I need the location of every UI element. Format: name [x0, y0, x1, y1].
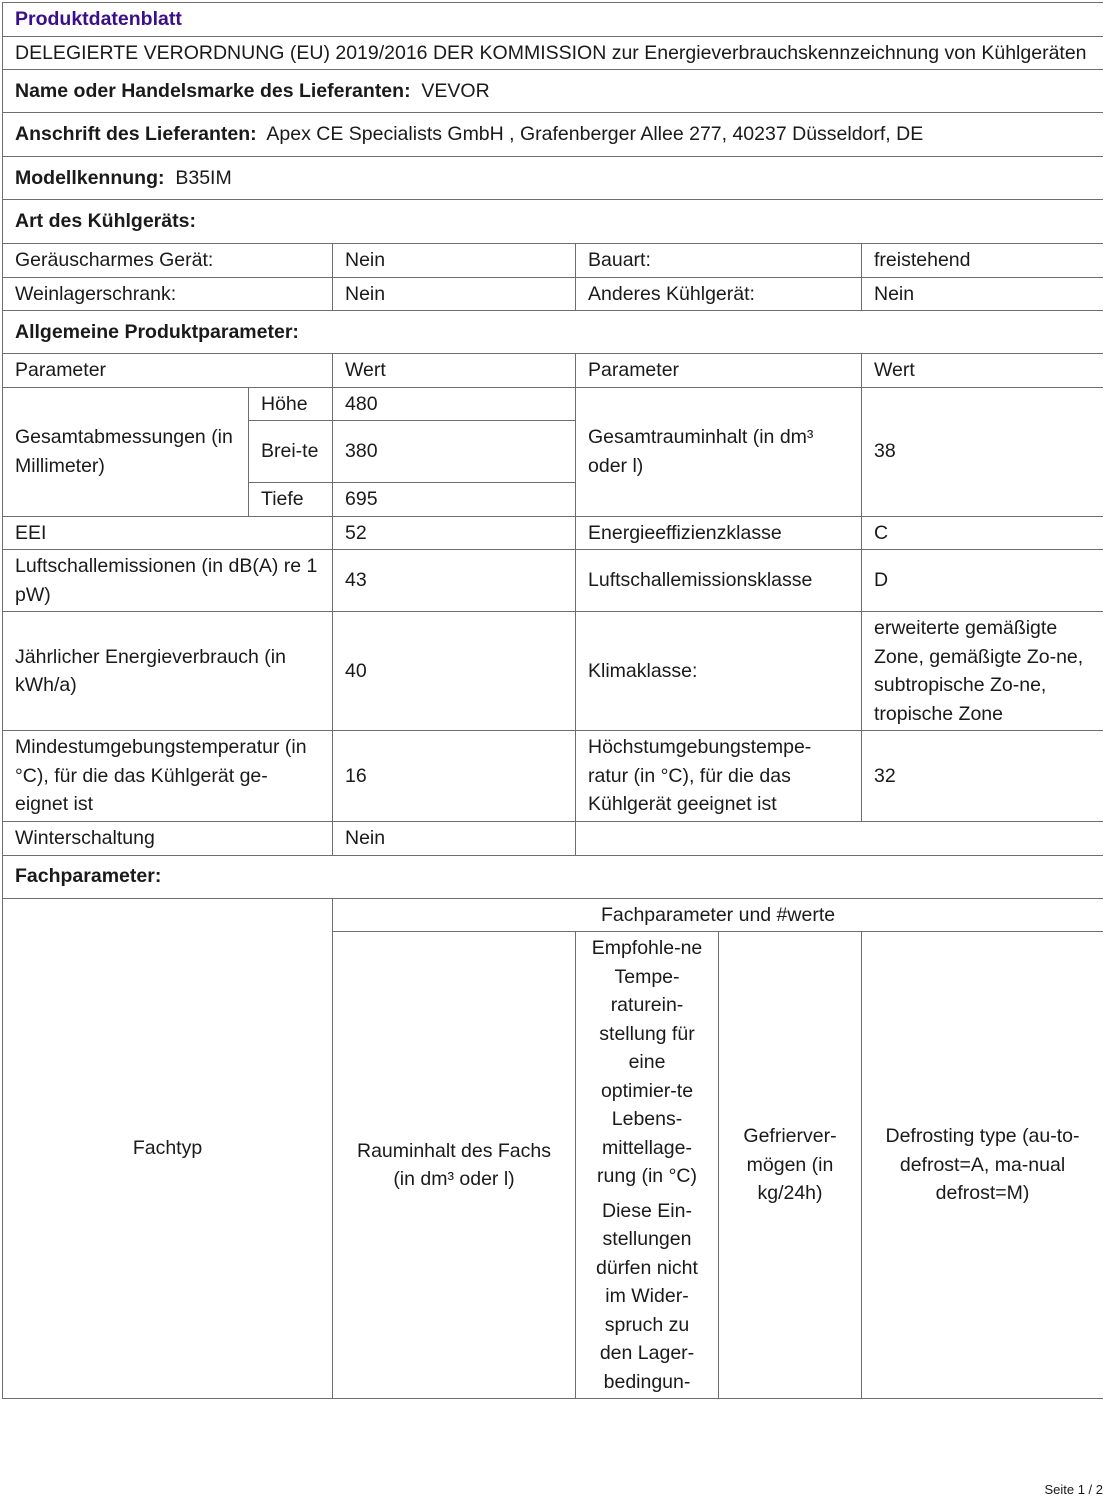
supplier-name-label: Name oder Handelsmarke des Lieferanten: [15, 79, 411, 102]
width-label: Brei-te [249, 421, 333, 483]
compartment-section-heading: Fachparameter: [3, 855, 1104, 898]
winter-row [3, 822, 1104, 856]
page-title: Produktdatenblatt [3, 3, 1104, 37]
noise-class-value: D [862, 550, 1104, 612]
regulation-row [3, 36, 1104, 70]
low-noise-row [3, 244, 1104, 278]
compartment-type-label: Fachtyp [3, 898, 333, 1399]
other-appliance-label: Anderes Kühlgerät: [576, 277, 862, 311]
empty-cell [576, 822, 1104, 856]
noise-value: 43 [333, 550, 576, 612]
eei-label: EEI [3, 516, 333, 550]
temperature-row [3, 731, 1104, 822]
title-row [3, 3, 1104, 37]
recommended-temp-cell [576, 932, 719, 1399]
supplier-name-cell [3, 70, 1104, 113]
total-volume-label: Gesamtrauminhalt (in dm³ oder l) [576, 387, 862, 516]
depth-label: Tiefe [249, 483, 333, 517]
page-number: Seite 1 / 2 [1044, 1482, 1103, 1497]
energy-class-label: Energieeffizienzklasse [576, 516, 862, 550]
supplier-address-row [3, 113, 1104, 157]
supplier-address-cell [3, 113, 1104, 157]
defrost-type-label: Defrosting type (au-to-defrost=A, ma-nual defrost=M) [862, 932, 1104, 1399]
recommended-temp-label: Empfohle-ne Tempe-raturein-stellung für eine optimier-te Lebens-mittellage-rung (in °C) [591, 937, 703, 1187]
noise-class-label: Luftschallemissionsklasse [576, 550, 862, 612]
max-temp-label: Höchstumgebungstempe-ratur (in °C), für die das Kühlgerät geeignet ist [576, 731, 862, 822]
freezing-capacity-label: Gefrierver-mögen (in kg/24h) [719, 932, 862, 1399]
design-value: freistehend [862, 244, 1104, 278]
column-header-parameter: Parameter [3, 354, 333, 388]
height-row [3, 387, 1104, 421]
depth-value: 695 [333, 483, 576, 517]
wine-row [3, 277, 1104, 311]
regulation-text: DELEGIERTE VERORDNUNG (EU) 2019/2016 DER KOMMISSION zur Energieverbrauchskennzeichnung von Kühlgeräten [3, 36, 1104, 70]
energy-climate-row [3, 612, 1104, 731]
general-header-row [3, 354, 1104, 388]
supplier-name-row [3, 70, 1104, 113]
total-volume-value: 38 [862, 387, 1104, 516]
compartment-volume-label: Rauminhalt des Fachs (in dm³ oder l) [333, 932, 576, 1399]
wine-value: Nein [333, 277, 576, 311]
noise-label: Luftschallemissionen (in dB(A) re 1 pW) [3, 550, 333, 612]
eei-value: 52 [333, 516, 576, 550]
annual-energy-value: 40 [333, 612, 576, 731]
data-sheet-table [2, 2, 1103, 1399]
type-heading-row [3, 200, 1104, 244]
model-row [3, 157, 1104, 200]
compartment-group-header: Fachparameter und #werte [333, 898, 1104, 932]
min-temp-label: Mindestumgebungstemperatur (in °C), für die das Kühlgerät ge-eignet ist [3, 731, 333, 822]
model-cell [3, 157, 1104, 200]
annual-energy-label: Jährlicher Energieverbrauch (in kWh/a) [3, 612, 333, 731]
low-noise-label: Geräuscharmes Gerät: [3, 244, 333, 278]
compartment-heading-row [3, 855, 1104, 898]
design-label: Bauart: [576, 244, 862, 278]
width-value: 380 [333, 421, 576, 483]
min-temp-value: 16 [333, 731, 576, 822]
height-label: Höhe [249, 387, 333, 421]
wine-label: Weinlagerschrank: [3, 277, 333, 311]
height-value: 480 [333, 387, 576, 421]
supplier-name-value: VEVOR [421, 79, 490, 102]
type-section-heading: Art des Kühlgeräts: [3, 200, 1104, 244]
winter-label: Winterschaltung [3, 822, 333, 856]
dimensions-label: Gesamtabmessungen (in Millimeter) [3, 387, 249, 516]
compartment-group-row [3, 898, 1104, 932]
product-data-sheet [2, 2, 1103, 1468]
recommended-temp-note: Diese Ein-stellungen dürfen nicht im Wider-spruch zu den Lager-bedingun- [596, 1199, 698, 1393]
column-header-value: Wert [333, 354, 576, 388]
column-header-parameter-2: Parameter [576, 354, 862, 388]
eei-row [3, 516, 1104, 550]
winter-value: Nein [333, 822, 576, 856]
column-header-value-2: Wert [862, 354, 1104, 388]
max-temp-value: 32 [862, 731, 1104, 822]
noise-row [3, 550, 1104, 612]
low-noise-value: Nein [333, 244, 576, 278]
supplier-address-value: Apex CE Specialists GmbH , Grafenberger Allee 277, 40237 Düsseldorf, DE [266, 123, 924, 146]
general-heading-row [3, 311, 1104, 354]
climate-class-label: Klimaklasse: [576, 612, 862, 731]
general-section-heading: Allgemeine Produktparameter: [3, 311, 1104, 354]
model-label: Modellkennung: [15, 166, 165, 189]
supplier-address-label: Anschrift des Lieferanten: [15, 123, 257, 146]
climate-class-value: erweiterte gemäßigte Zone, gemäßigte Zo-ne, subtropische Zo-ne, tropische Zone [862, 612, 1104, 731]
model-value: B35IM [175, 166, 232, 189]
energy-class-value: C [862, 516, 1104, 550]
other-appliance-value: Nein [862, 277, 1104, 311]
